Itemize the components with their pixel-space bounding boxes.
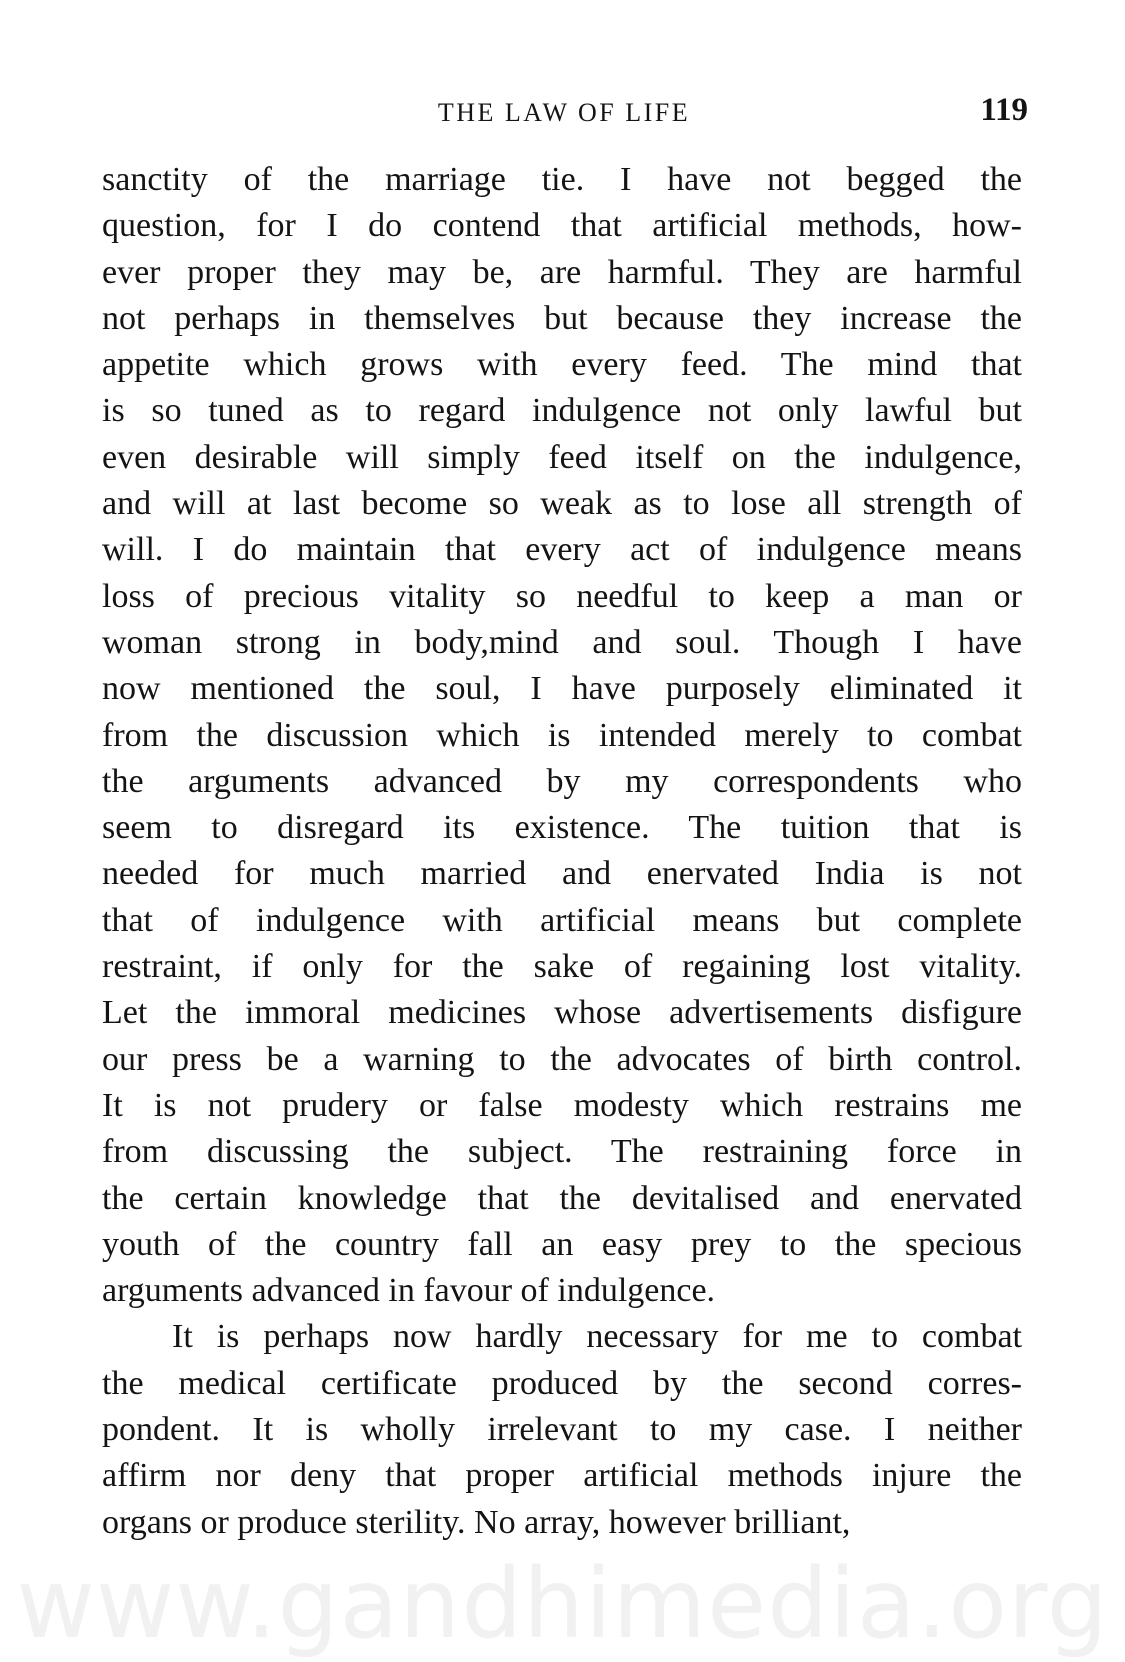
- text-line: needed for much married and enervated India is not: [102, 855, 1022, 893]
- text-line: Let the immoral medicines whose advertisements disfigure: [102, 994, 1022, 1032]
- text-line: appetite which grows with every feed. The mind that: [102, 346, 1022, 384]
- text-line: sanctity of the marriage tie. I have not begged the: [102, 161, 1022, 198]
- paragraph: [102, 157, 1022, 1314]
- text-line: organs or produce sterility. No array, however brilliant,: [102, 1503, 851, 1541]
- text-line: ever proper they may be, are harmful. They are harmful: [102, 253, 1022, 291]
- text-line: youth of the country fall an easy prey to the specious: [102, 1225, 1022, 1263]
- text-line: question, for I do contend that artificial methods, how-: [102, 207, 1022, 245]
- page-number: 119: [980, 92, 1028, 128]
- text-line: that of indulgence with artificial means but complete: [102, 901, 1022, 939]
- text-line: arguments advanced in favour of indulgence.: [102, 1272, 716, 1310]
- text-line: now mentioned the soul, I have purposely eliminated it: [102, 670, 1022, 708]
- watermark: www.gandhimedia.org: [16, 1548, 1109, 1660]
- text-line: woman strong in body,mind and soul. Though I have: [102, 623, 1022, 661]
- text-line: the certain knowledge that the devitalised and enervated: [102, 1179, 1022, 1217]
- text-line: will. I do maintain that every act of indulgence means: [102, 531, 1022, 569]
- text-line: It is not prudery or false modesty which restrains me: [102, 1086, 1022, 1124]
- text-line: from the discussion which is intended merely to combat: [102, 716, 1022, 754]
- text-line: affirm nor deny that proper artificial methods injure the: [102, 1457, 1022, 1495]
- text-line: even desirable will simply feed itself on the indulgence,: [102, 438, 1022, 476]
- text-line: loss of precious vitality so needful to keep a man or: [102, 577, 1022, 615]
- text-line: pondent. It is wholly irrelevant to my case. I neither: [102, 1411, 1022, 1449]
- text-line: and will at last become so weak as to lose all strength of: [102, 485, 1022, 523]
- text-line: from discussing the subject. The restraining force in: [102, 1133, 1022, 1171]
- text-line: the arguments advanced by my correspondents who: [102, 762, 1022, 800]
- running-title: THE LAW OF LIFE: [437, 98, 691, 127]
- body-text: [102, 157, 1022, 1546]
- text-line: restraint, if only for the sake of regaining lost vitality.: [102, 948, 1022, 986]
- text-line: not perhaps in themselves but because they increase the: [102, 299, 1022, 337]
- text-line: It is perhaps now hardly necessary for me to combat: [172, 1318, 1022, 1356]
- text-line: seem to disregard its existence. The tuition that is: [102, 809, 1022, 847]
- running-head: [100, 92, 1028, 132]
- text-line: the medical certificate produced by the second corres-: [102, 1364, 1022, 1402]
- text-line: our press be a warning to the advocates of birth control.: [102, 1040, 1022, 1078]
- text-line: is so tuned as to regard indulgence not only lawful but: [102, 392, 1022, 430]
- paragraph: [102, 1314, 1022, 1545]
